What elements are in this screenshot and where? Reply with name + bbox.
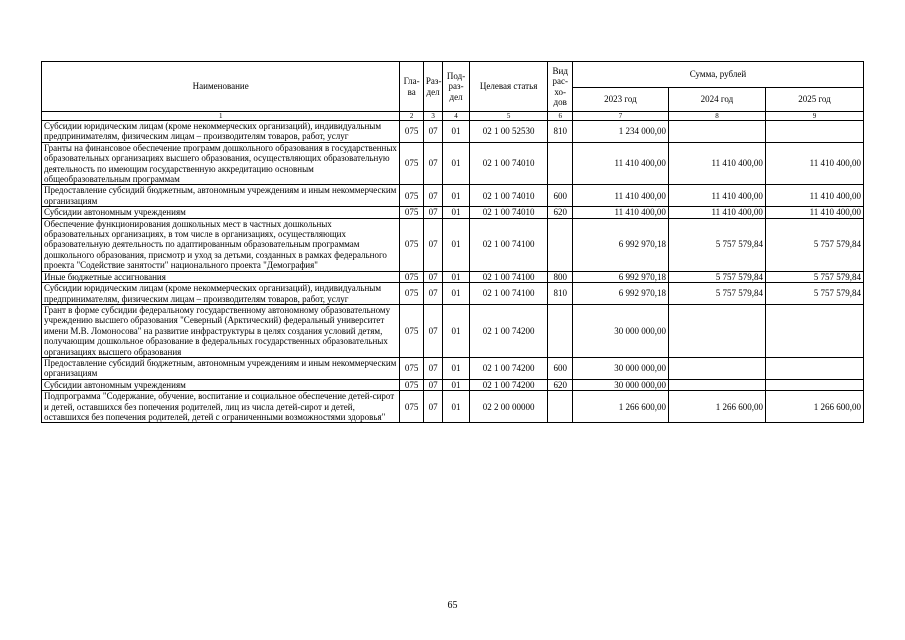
row-sum-2024: 1 266 600,00 — [668, 391, 765, 423]
row-sum-2023: 1 266 600,00 — [572, 391, 668, 423]
row-target: 02 2 00 00000 — [469, 391, 548, 423]
row-glava: 075 — [400, 207, 423, 218]
table-row — [42, 391, 864, 423]
row-razdel: 07 — [423, 218, 442, 271]
row-glava: 075 — [400, 142, 423, 185]
table-row — [42, 357, 864, 379]
column-number: 9 — [765, 112, 863, 121]
row-target: 02 1 00 74100 — [469, 218, 548, 271]
row-name: Субсидии автономным учреждениям — [42, 207, 400, 218]
row-vid: 810 — [548, 283, 573, 305]
column-number: 2 — [400, 112, 423, 121]
row-glava: 075 — [400, 357, 423, 379]
row-vid: 600 — [548, 185, 573, 207]
row-target: 02 1 00 74010 — [469, 185, 548, 207]
row-podrazdel: 01 — [443, 379, 470, 390]
row-sum-2025: 1 266 600,00 — [765, 391, 863, 423]
row-sum-2023: 6 992 970,18 — [572, 283, 668, 305]
row-glava: 075 — [400, 283, 423, 305]
table-row — [42, 379, 864, 390]
row-vid — [548, 304, 573, 357]
header-name: Наименование — [42, 62, 400, 112]
row-podrazdel: 01 — [443, 391, 470, 423]
row-razdel: 07 — [423, 207, 442, 218]
row-vid — [548, 142, 573, 185]
row-sum-2024: 5 757 579,84 — [668, 218, 765, 271]
row-name: Гранты на финансовое обеспечение программ дошкольного образования в государственных образовательных организациях высшего образования, осуществляющих образовательную деятельность по имеющим государственную аккредитацию основным общеобразовательным программам — [42, 142, 400, 185]
row-podrazdel: 01 — [443, 207, 470, 218]
row-name: Иные бюджетные ассигнования — [42, 271, 400, 282]
row-name: Субсидии юридическим лицам (кроме некоммерческих организаций), индивидуальным предпринимателям, физическим лицам – производителям товаров, работ, услуг — [42, 283, 400, 305]
row-sum-2025: 5 757 579,84 — [765, 283, 863, 305]
row-glava: 075 — [400, 121, 423, 143]
row-sum-2023: 1 234 000,00 — [572, 121, 668, 143]
column-number: 7 — [572, 112, 668, 121]
row-vid — [548, 391, 573, 423]
table-body — [42, 112, 864, 423]
row-podrazdel: 01 — [443, 121, 470, 143]
row-glava: 075 — [400, 218, 423, 271]
row-sum-2025: 11 410 400,00 — [765, 185, 863, 207]
row-name: Предоставление субсидий бюджетным, автономным учреждениям и иным некоммерческим организациям — [42, 185, 400, 207]
row-vid — [548, 218, 573, 271]
row-glava: 075 — [400, 391, 423, 423]
row-target: 02 1 00 74200 — [469, 304, 548, 357]
row-sum-2024 — [668, 121, 765, 143]
row-podrazdel: 01 — [443, 357, 470, 379]
table-row — [42, 121, 864, 143]
row-target: 02 1 00 74100 — [469, 283, 548, 305]
row-vid: 810 — [548, 121, 573, 143]
row-target: 02 1 00 74200 — [469, 379, 548, 390]
row-razdel: 07 — [423, 283, 442, 305]
header-razdel: Раз-дел — [423, 62, 442, 112]
header-2025: 2025 год — [765, 88, 863, 112]
header-2024: 2024 год — [668, 88, 765, 112]
row-sum-2025: 5 757 579,84 — [765, 218, 863, 271]
row-podrazdel: 01 — [443, 283, 470, 305]
table-row — [42, 142, 864, 185]
column-number: 1 — [42, 112, 400, 121]
row-razdel: 07 — [423, 357, 442, 379]
column-number: 8 — [668, 112, 765, 121]
row-podrazdel: 01 — [443, 218, 470, 271]
header-podrazdel: Под-раз-дел — [443, 62, 470, 112]
row-name: Обеспечение функционирования дошкольных мест в частных дошкольных образовательных организациях, в том числе в организациях, осуществляющих образовательную деятельность по адаптированным образовательным программам дошкольного образования, присмотр и уход за детьми, созданных в рамках федерального проекта "Содействие занятости" национального проекта "Демография" — [42, 218, 400, 271]
row-sum-2024: 11 410 400,00 — [668, 185, 765, 207]
header-sum: Сумма, рублей — [572, 62, 863, 88]
row-podrazdel: 01 — [443, 185, 470, 207]
row-glava: 075 — [400, 271, 423, 282]
row-sum-2024 — [668, 304, 765, 357]
row-sum-2025: 5 757 579,84 — [765, 271, 863, 282]
row-sum-2023: 11 410 400,00 — [572, 207, 668, 218]
row-razdel: 07 — [423, 391, 442, 423]
row-razdel: 07 — [423, 185, 442, 207]
row-sum-2025 — [765, 304, 863, 357]
row-sum-2023: 11 410 400,00 — [572, 142, 668, 185]
row-sum-2023: 6 992 970,18 — [572, 271, 668, 282]
row-sum-2023: 6 992 970,18 — [572, 218, 668, 271]
row-razdel: 07 — [423, 304, 442, 357]
row-sum-2024: 5 757 579,84 — [668, 283, 765, 305]
table-row — [42, 271, 864, 282]
row-glava: 075 — [400, 185, 423, 207]
row-podrazdel: 01 — [443, 304, 470, 357]
header-target: Целевая статья — [469, 62, 548, 112]
row-sum-2025 — [765, 121, 863, 143]
row-razdel: 07 — [423, 121, 442, 143]
row-target: 02 1 00 74010 — [469, 207, 548, 218]
row-name: Подпрограмма "Содержание, обучение, воспитание и социальное обеспечение детей-сирот и детей, оставшихся без попечения родителей, лиц из числа детей-сирот и детей, оставшихся без попечения родителей, детей с ограниченными возможностями здоровья" — [42, 391, 400, 423]
table-row — [42, 185, 864, 207]
budget-table — [41, 61, 864, 423]
table-row — [42, 304, 864, 357]
row-sum-2024: 11 410 400,00 — [668, 142, 765, 185]
row-sum-2023: 30 000 000,00 — [572, 357, 668, 379]
row-sum-2023: 30 000 000,00 — [572, 379, 668, 390]
row-razdel: 07 — [423, 379, 442, 390]
row-target: 02 1 00 52530 — [469, 121, 548, 143]
row-glava: 075 — [400, 304, 423, 357]
header-glava: Гла-ва — [400, 62, 423, 112]
table-row — [42, 283, 864, 305]
row-sum-2025 — [765, 357, 863, 379]
row-target: 02 1 00 74200 — [469, 357, 548, 379]
row-sum-2024: 5 757 579,84 — [668, 271, 765, 282]
row-target: 02 1 00 74100 — [469, 271, 548, 282]
page-number: 65 — [447, 600, 458, 611]
row-sum-2024 — [668, 379, 765, 390]
row-sum-2025: 11 410 400,00 — [765, 142, 863, 185]
header-vid: Вид рас-хо-дов — [548, 62, 573, 112]
row-glava: 075 — [400, 379, 423, 390]
column-number: 3 — [423, 112, 442, 121]
row-sum-2024 — [668, 357, 765, 379]
row-vid: 620 — [548, 207, 573, 218]
row-sum-2023: 30 000 000,00 — [572, 304, 668, 357]
column-number: 6 — [548, 112, 573, 121]
header-row-top — [42, 62, 864, 88]
row-razdel: 07 — [423, 142, 442, 185]
row-sum-2025: 11 410 400,00 — [765, 207, 863, 218]
row-podrazdel: 01 — [443, 271, 470, 282]
row-name: Субсидии автономным учреждениям — [42, 379, 400, 390]
row-vid: 620 — [548, 379, 573, 390]
row-target: 02 1 00 74010 — [469, 142, 548, 185]
row-vid: 600 — [548, 357, 573, 379]
row-sum-2024: 11 410 400,00 — [668, 207, 765, 218]
row-name: Предоставление субсидий бюджетным, автономным учреждениям и иным некоммерческим организациям — [42, 357, 400, 379]
row-sum-2023: 11 410 400,00 — [572, 185, 668, 207]
header-2023: 2023 год — [572, 88, 668, 112]
row-sum-2025 — [765, 379, 863, 390]
column-number: 5 — [469, 112, 548, 121]
row-name: Грант в форме субсидии федеральному государственному автономному образовательному учреждению высшего образования "Северный (Арктический) федеральный университет имени М.В. Ломоносова" на развитие инфраструктуры в целях создания условий детям, получающим дошкольное образование в федеральных государственных образовательных организациях высшего образования — [42, 304, 400, 357]
row-podrazdel: 01 — [443, 142, 470, 185]
table-row — [42, 207, 864, 218]
table-row — [42, 218, 864, 271]
column-number-row — [42, 112, 864, 121]
row-razdel: 07 — [423, 271, 442, 282]
column-number: 4 — [443, 112, 470, 121]
row-name: Субсидии юридическим лицам (кроме некоммерческих организаций), индивидуальным предпринимателям, физическим лицам – производителям товаров, работ, услуг — [42, 121, 400, 143]
row-vid: 800 — [548, 271, 573, 282]
